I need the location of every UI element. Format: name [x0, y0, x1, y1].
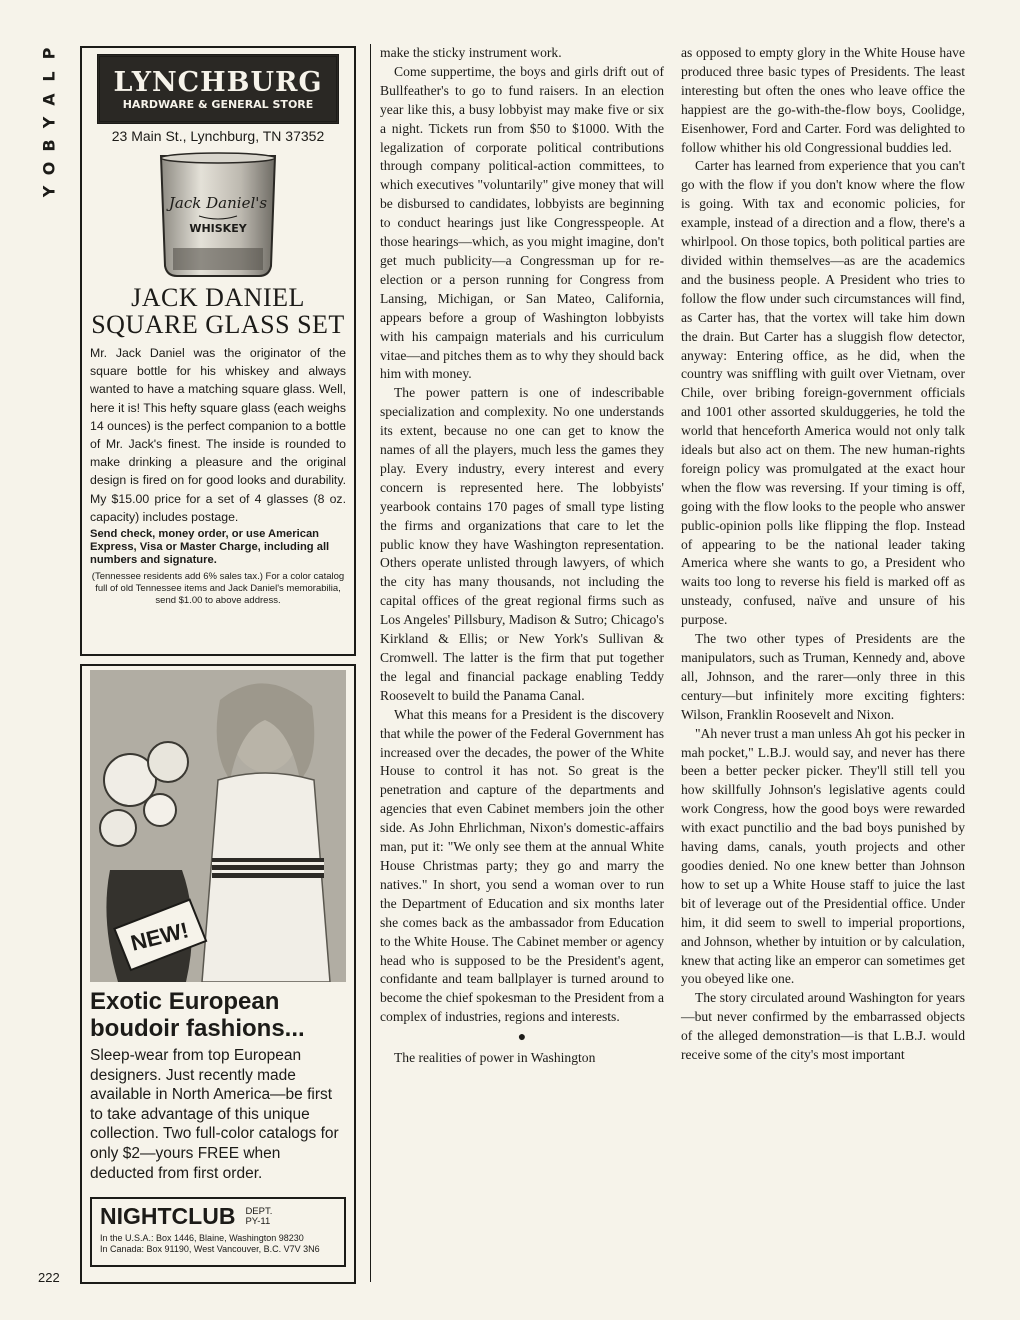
lynchburg-ad [80, 46, 356, 656]
store-address: 23 Main St., Lynchburg, TN 37352 [111, 128, 325, 144]
new-badge: NEW! [128, 917, 192, 956]
glass-illustration [90, 148, 346, 282]
magazine-letter: O [39, 161, 59, 176]
paragraph: The power pattern is one of indescribable specialization and complexity. No one understands its extent, because no one can get to know the names of all the players, much less the games they play. Every industry, every interest and every concern is represented here. The lobbyists' yearbook contains 170 pages of small type listing the firms and organizations that care to let the public know they have Washington representation. Others operate unlisted through lawyers, of which the city has many thousands, not including the capital offices of the great regional firms such as Los Angeles' Pillsbury, Madison & Sutro; Chicago's Kirkland & Ellis; or New York's Sullivan & Cromwell. The latter is the firm that put together the legal and financial package enabling Teddy Roosevelt to build the Panama Canal. [380, 385, 664, 703]
nightclub-brand: NIGHTCLUB [100, 1203, 236, 1230]
address-usa: In the U.S.A.: Box 1446, Blaine, Washington 98230 [100, 1233, 304, 1244]
nightclub-address [100, 1233, 336, 1255]
magazine-letter: Y [39, 185, 59, 198]
article-column-2 [681, 44, 965, 1065]
model-photo [90, 670, 346, 982]
logo-sub-text: HARDWARE & GENERAL STORE [122, 98, 314, 111]
paragraph: Carter has learned from experience that you can't go with the flow if you don't know where the flow is going. With tax and economic policies, for example, instead of a direction and a flow, there's a whirlpool. On those topics, both political parties are divided within themselves—as are the academics and the business people. A President who tries to follow the flow under such circumstances will find, as Carter has, that the vortex will take him down the drain. But Carter has a sluggish flow detector, anyway: Entering office, as he did, when the country was sniffling with guilt over Vietnam, over Chile, over bribing foreign-government officials and 1001 other assorted skulduggeries, he told the world that henceforth America would not only talk ideals but also act on them. The new human-rights foreign policy was promulgated at the exact hour when the flow was reversing. If your timing is off, going with the flow looks to the people who answer public-opinion polls like flipping the flop. Instead of appearing to be the national leader taking America where she wants to go, a President who waits too long to reverse his field is marked off as unsteady, confused, naïve and unsure of his purpose. [681, 158, 965, 628]
page-number: 222 [38, 1270, 60, 1285]
paragraph: What this means for a President is the discovery that while the power of the Federal Government has increased over the decades, the power of the White House to control it has not. So great is the penetration and capture of the departments and agencies that even Cabinet members join the other side. As John Ehrlichman, Nixon's domestic-affairs man, put it: "We only see them at the annual White House Christmas party; they go and marry the natives." In short, you send a woman over to run the Department of Education and six months later she comes back as the ambassador from Education to the White House. The Cabinet member or agency head who is supposed to be the President's agent, confidante and team ballplayer is turned around to become the chief spokesman to the President from a complex of industries, regions and interests. [380, 706, 664, 1025]
glass-label-2: WHISKEY [189, 222, 247, 235]
address-canada: In Canada: Box 91190, West Vancouver, B.C. V7V 3N6 [100, 1244, 320, 1255]
paragraph: "Ah never trust a man unless Ah got his pecker in mah pocket," L.B.J. would say, and never has there been a better pecker picker. They'll still tell you how skillfully Johnson's legislative agents could work Congress, how the good boys were rewarded with exact punctilio and the bad boys punished by having dams, canals, youth projects and other goodies denied. No one knew better than Johnson how to set up a White House staff to juice the last bit of leverage out of the Presidential office. Under him, it did seem to swell to imperial proportions, and Johnson, whether by intuition or by calculation, knew that acting like an emperor can sometimes get you obeyed like one. [681, 725, 965, 987]
paragraph: as opposed to empty glory in the White House have produced three basic types of Presidents. The least interesting but often the ones who leave office the happiest are the go-with-the-flow boys, Coolidge, Eisenhower, Ford and Carter. Ford was delighted to follow whither his old Congressional buddies led. [681, 45, 965, 155]
magazine-name [36, 42, 62, 202]
nightclub-ad [80, 664, 356, 1284]
magazine-letter: Y [39, 116, 59, 129]
column-divider [370, 44, 371, 1282]
nightclub-body: Sleep-wear from top European designers. Just recently made available in North America—be first to take advantage of this unique collection. Two full-color catalogs for only $2—yours FREE when deducted from first order. [90, 1047, 339, 1182]
whiskey-glass-icon [143, 148, 293, 282]
headline-line-2: SQUARE GLASS SET [91, 310, 345, 339]
paragraph: The story circulated around Washington for years—but never confirmed by the embarrassed objects of the alleged demonstration—is that L.B.J. would receive some of the city's most important [681, 990, 965, 1063]
headline-line-1: JACK DANIEL [131, 283, 305, 312]
paragraph: make the sticky instrument work. [380, 45, 562, 60]
magazine-letter: L [39, 71, 59, 82]
dept-code: PY-11 [245, 1216, 271, 1228]
ad-order-info: Send check, money order, or use American Express, Visa or Master Charge, including all numbers and signature. [90, 528, 330, 567]
lynchburg-logo [97, 54, 339, 124]
section-bullet: ● [517, 1030, 527, 1046]
ad-body: Mr. Jack Daniel was the originator of the square bottle for his whiskey and always wanted to have a matching square glass. Well, here it is! This hefty square glass (each weighs 14 ounces) is the perfect companion to a bottle of Mr. Jack's finest. The inside is rounded to make drinking a pleasure and the original design is fired on for good looks and durability. My $15.00 price for a set of 4 glasses (8 oz. capacity) includes postage. [90, 346, 346, 524]
nightclub-dept [245, 1207, 272, 1227]
paragraph: The realities of power in Washington [394, 1050, 596, 1066]
paragraph: Come suppertime, the boys and girls drift out of Bullfeather's to go to fund raisers. In an election year like this, a busy lobbyist may make five or six a night. Tickets run from $50 to $1000. With the legalization of corporate political contributions through company political-action committees, to which executives "voluntarily" give money that will be disbursed to candidates, lobbyists are beginning to conduct hearings just like Congresspeople. At those hearings—which, as you might imagine, don't get much publicity—a Congressman up for re-election or a person running for Congress from Lansing, Michigan, or San Mateo, California, appears before a group of Washington lobbyists with his campaign materials and his curriculum vitae—and pitches them as to why they should back him with money. [380, 63, 664, 382]
nightclub-coupon [90, 1197, 346, 1267]
magazine-letter: B [39, 139, 59, 152]
ad-headline [90, 284, 346, 338]
article-column-1 [380, 44, 664, 1068]
magazine-letter: P [39, 47, 59, 60]
nightclub-headline: Exotic European boudoir fashions... [90, 988, 305, 1042]
paragraph: The two other types of Presidents are the manipulators, such as Truman, Kennedy and, above all, Johnson, and the rarer—only three in this century—but infinitely more exciting fighters: Wilson, Franklin Roosevelt and Nixon. [681, 631, 965, 722]
ad-tax-note: (Tennessee residents add 6% sales tax.) For a color catalog full of old Tennessee items and Jack Daniel's memorabilia, send $1.00 to above address. [91, 571, 345, 607]
logo-main-text: LYNCHBURG [113, 67, 323, 98]
magazine-letter: A [39, 93, 59, 106]
glass-label-1: Jack Daniel's [168, 194, 268, 212]
dept-label: DEPT. [245, 1206, 273, 1218]
